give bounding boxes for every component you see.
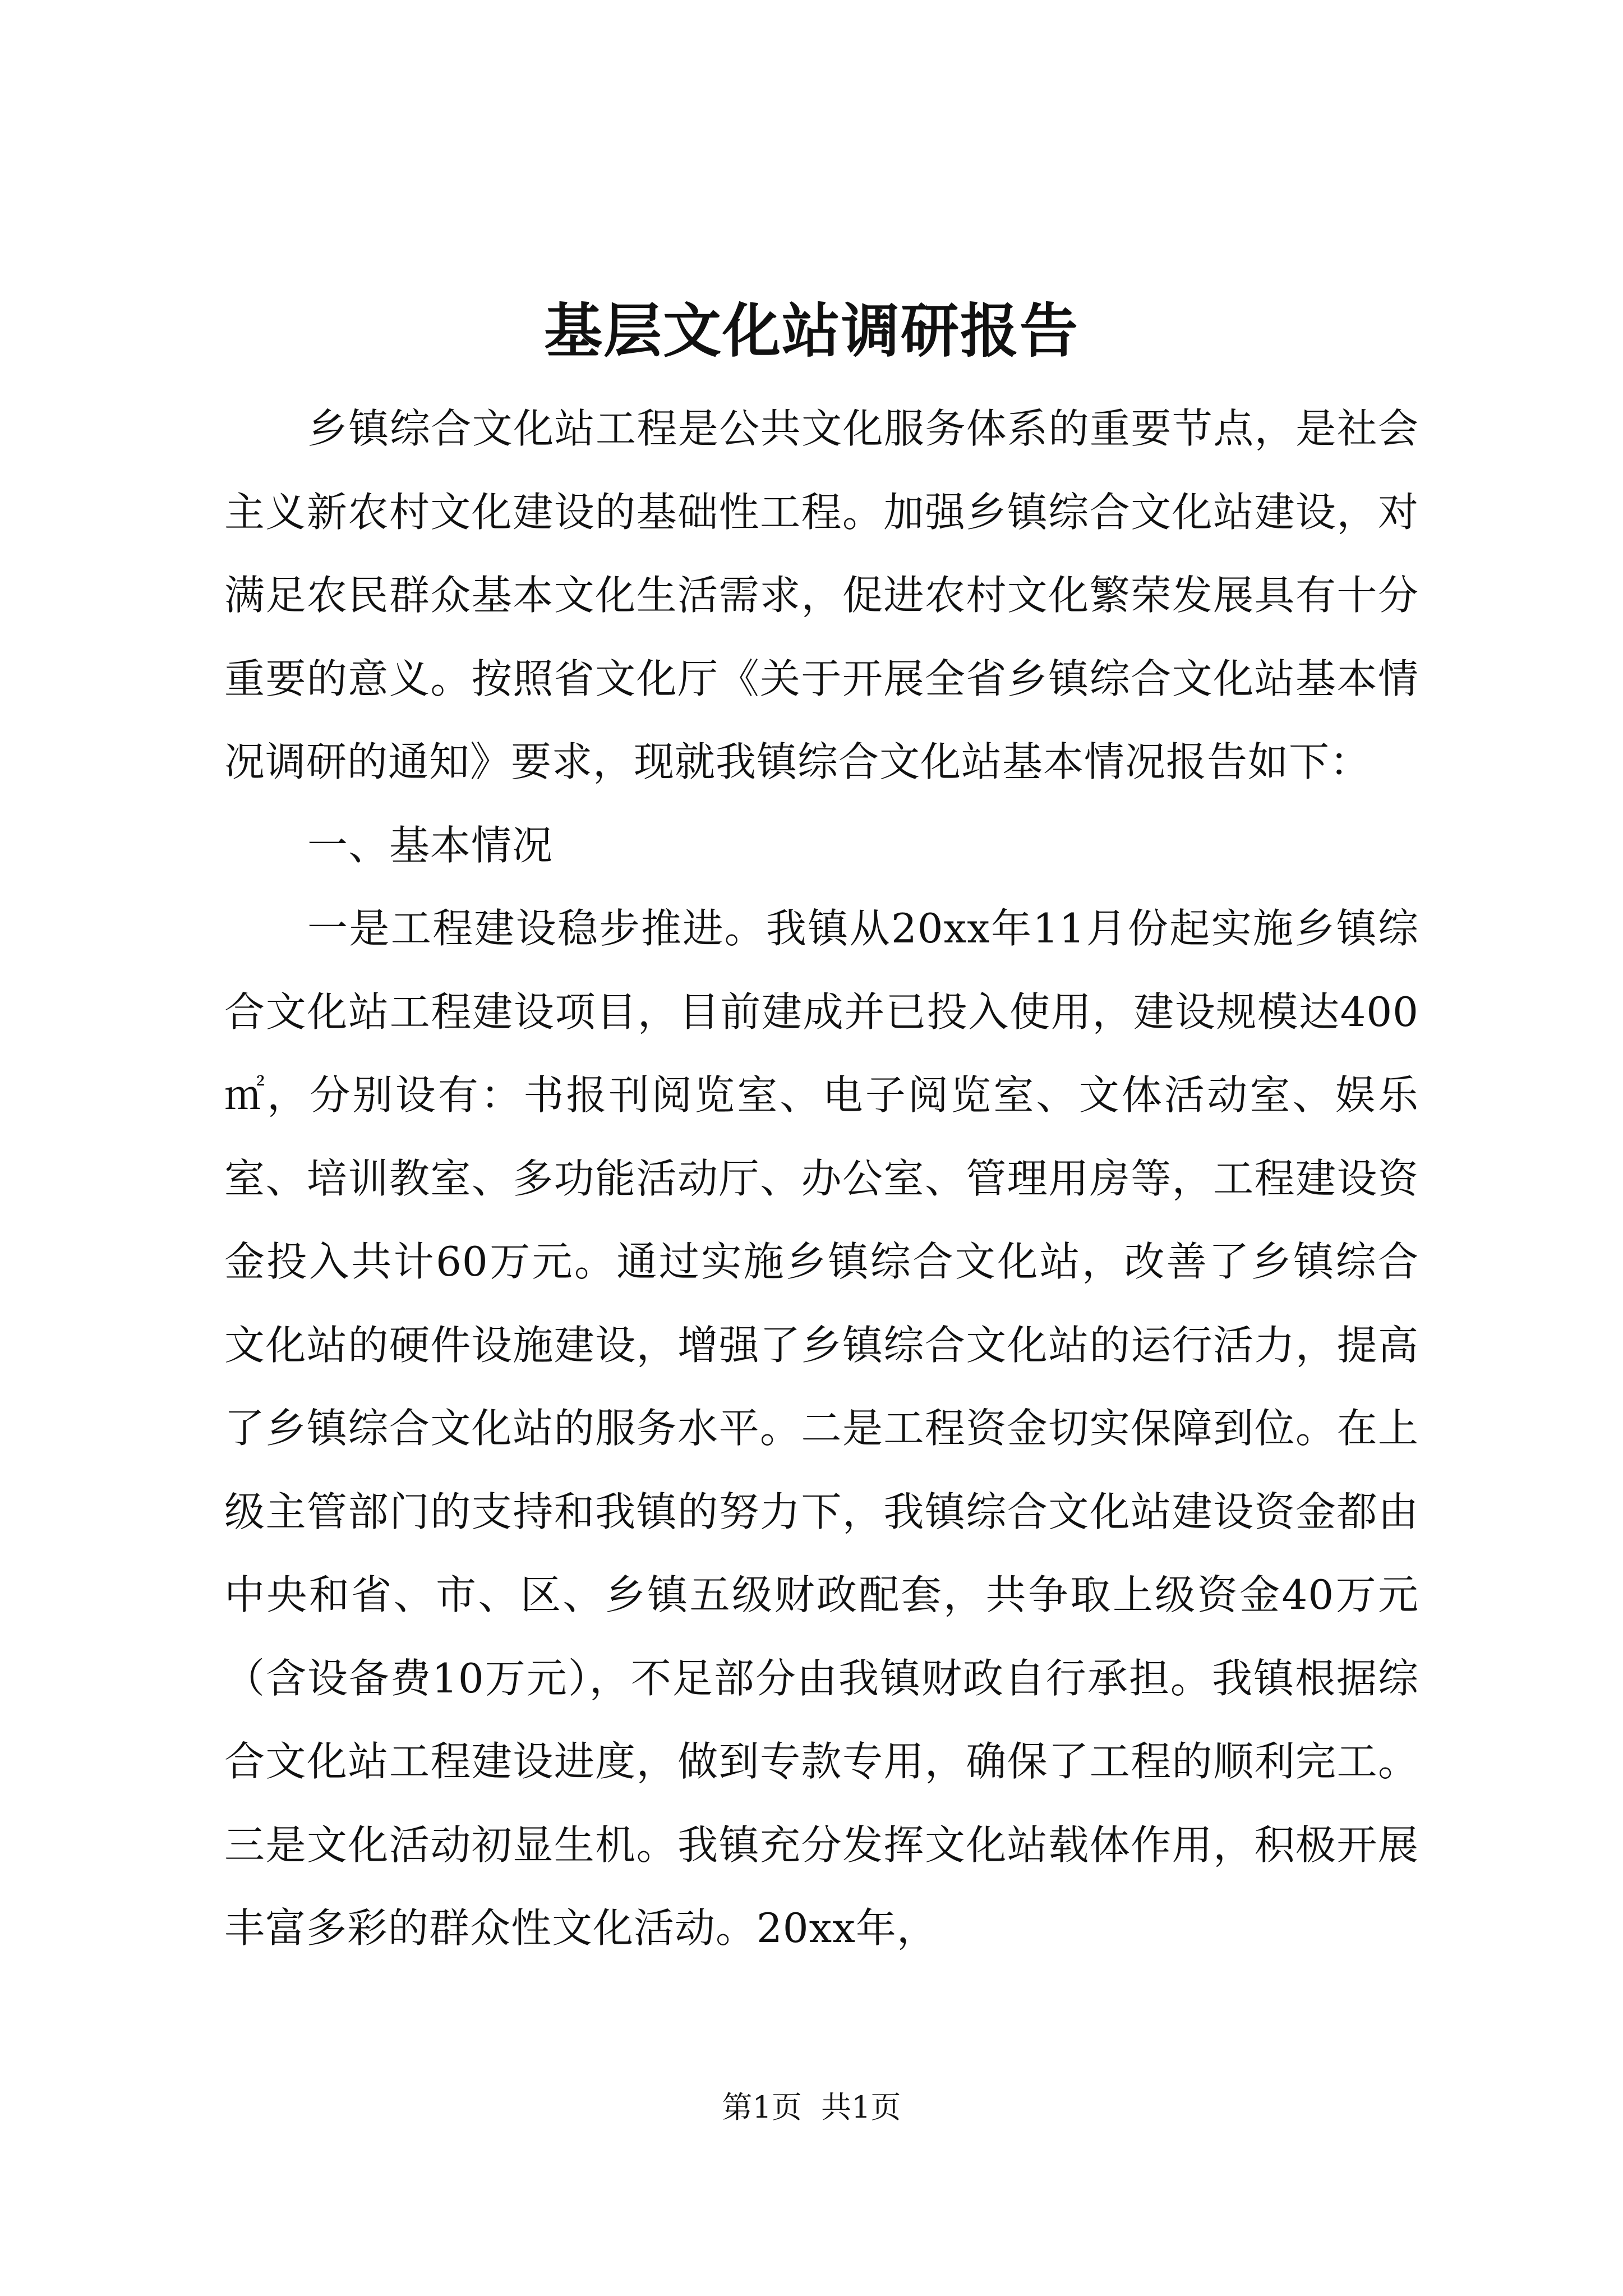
section-heading: 一、基本情况 (307, 821, 554, 869)
basic-situation-paragraph: 一是工程建设稳步推进。我镇从20xx年11月份起实施乡镇综合文化站工程建设项目，目前建成并已投入使用，建设规模达400㎡，分别设有：书报刊阅览室、电子阅览室、文体活动室、娱乐室、培训教室、多功能活动厅、办公室、管理用房等，工程建设资金投入共计60万元。通过实施乡镇综合文化站，改善了乡镇综合文化站的硬件设施建设，增强了乡镇综合文化站的运行活力，提高了乡镇综合文化站的服务水平。二是工程资金切实保障到位。在上级主管部门的支持和我镇的努力下，我镇综合文化站建设资金都由中央和省、市、区、乡镇五级财政配套，共争取上级资金40万元（含设备费10万元），不足部分由我镇财政自行承担。我镇根据综合文化站工程建设进度，做到专款专用，确保了工程的顺利完工。三是文化活动初显生机。我镇充分发挥文化站载体作用，积极开展丰富多彩的群众性文化活动。20xx年， (224, 905, 1419, 1952)
document-title: 基层文化站调研报告 (543, 296, 1079, 365)
document-body (224, 387, 1419, 1970)
intro-paragraph: 乡镇综合文化站工程是公共文化服务体系的重要节点，是社会主义新农村文化建设的基础性工程。加强乡镇综合文化站建设，对满足农民群众基本文化生活需求，促进农村文化繁荣发展具有十分重要的意义。按照省文化厅《关于开展全省乡镇综合文化站基本情况调研的通知》要求，现就我镇综合文化站基本情况报告如下： (224, 405, 1419, 785)
page-footer (0, 2088, 1623, 2127)
page-number-label: 第1页 共1页 (722, 2090, 901, 2125)
